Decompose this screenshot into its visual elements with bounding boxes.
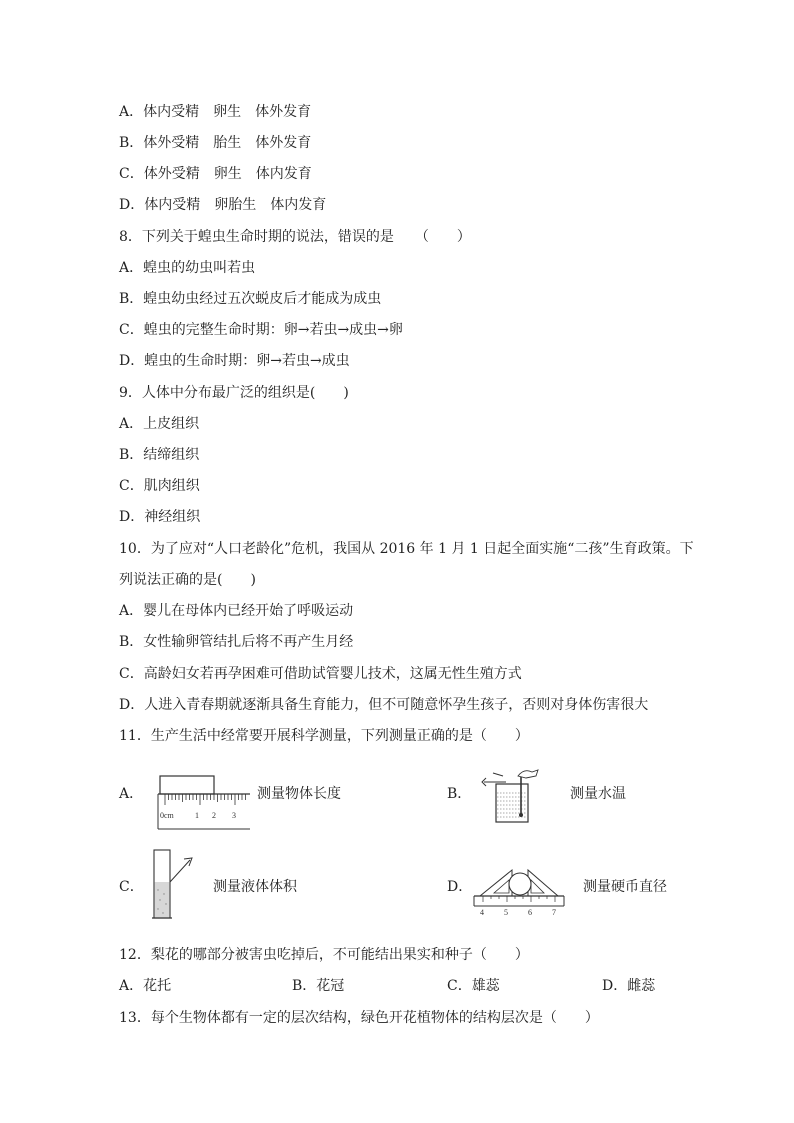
q11-fig-a-letter: A． xyxy=(119,786,144,802)
q11-fig-c-caption: 测量液体体积 xyxy=(213,879,297,895)
ruler-tick-label: 4 xyxy=(480,908,484,917)
ruler-tick-label: 3 xyxy=(232,811,236,820)
coin-diameter-figure xyxy=(472,864,568,918)
q7-option-b: B．体外受精 胎生 体外发育 xyxy=(119,135,312,151)
ruler-tick-label: 0cm xyxy=(160,811,174,820)
q8-option-c: C．蝗虫的完整生命时期：卵→若虫→成虫→卵 xyxy=(119,322,403,338)
ruler-figure xyxy=(155,773,255,831)
q10-option-c: C．高龄妇女若再孕困难可借助试管婴儿技术，这属无性生殖方式 xyxy=(119,666,522,682)
q11-fig-c-letter: C． xyxy=(119,879,144,895)
q11-fig-a-caption: 测量物体长度 xyxy=(257,786,341,802)
q11-fig-d-letter: D． xyxy=(447,879,473,895)
q8-option-b: B．蝗虫幼虫经过五次蜕皮后才能成为成虫 xyxy=(119,291,382,307)
q10-option-b: B．女性输卵管结扎后将不再产生月经 xyxy=(119,634,354,650)
thermometer-beaker-figure xyxy=(478,768,550,828)
q12-option-a: A．花托 xyxy=(119,978,172,994)
q11-fig-d-caption: 测量硬币直径 xyxy=(583,879,667,895)
ruler-tick-label: 5 xyxy=(504,908,508,917)
q8-option-d: D．蝗虫的生命时期：卵→若虫→成虫 xyxy=(119,353,350,369)
q9-option-b: B．结缔组织 xyxy=(119,447,200,463)
q13-stem: 13．每个生物体都有一定的层次结构，绿色开花植物体的结构层次是（ ） xyxy=(119,1010,599,1026)
q8-option-a: A．蝗虫的幼虫叫若虫 xyxy=(119,260,256,276)
q12-stem: 12．梨花的哪部分被害虫吃掉后，不可能结出果实和种子（ ） xyxy=(119,947,529,963)
q9-option-a: A．上皮组织 xyxy=(119,416,200,432)
q12-option-c: C．雄蕊 xyxy=(447,978,500,994)
q8-stem: 8．下列关于蝗虫生命时期的说法，错误的是 （ ） xyxy=(119,229,471,245)
ruler-tick-label: 2 xyxy=(212,811,216,820)
q7-option-a: A．体内受精 卵生 体外发育 xyxy=(119,104,312,120)
ruler-tick-label: 7 xyxy=(552,908,556,917)
q7-option-c: C．体外受精 卵生 体内发育 xyxy=(119,166,312,182)
q11-stem: 11．生产生活中经常要开展科学测量，下列测量正确的是（ ） xyxy=(119,728,529,744)
q9-option-d: D．神经组织 xyxy=(119,509,201,525)
graduated-cylinder-figure xyxy=(148,846,200,922)
q9-option-c: C．肌肉组织 xyxy=(119,478,200,494)
q10-option-d: D．人进入青春期就逐渐具备生育能力，但不可随意怀孕生孩子，否则对身体伤害很大 xyxy=(119,697,649,713)
q7-option-d: D．体内受精 卵胎生 体内发育 xyxy=(119,197,327,213)
q10-stem-line1: 10．为了应对“人口老龄化”危机，我国从 2016 年 1 月 1 日起全面实施“二孩”生育政策。下 xyxy=(119,541,694,557)
ruler-tick-label: 1 xyxy=(195,811,199,820)
q10-option-a: A．婴儿在母体内已经开始了呼吸运动 xyxy=(119,603,354,619)
q12-option-d: D．雌蕊 xyxy=(602,978,656,994)
q10-stem-line2: 列说法正确的是( ) xyxy=(119,572,256,588)
q12-option-b: B．花冠 xyxy=(292,978,345,994)
q11-fig-b-letter: B． xyxy=(447,786,472,802)
q11-fig-b-caption: 测量水温 xyxy=(570,786,626,802)
ruler-tick-label: 6 xyxy=(528,908,532,917)
q9-stem: 9．人体中分布最广泛的组织是( ) xyxy=(119,385,349,401)
